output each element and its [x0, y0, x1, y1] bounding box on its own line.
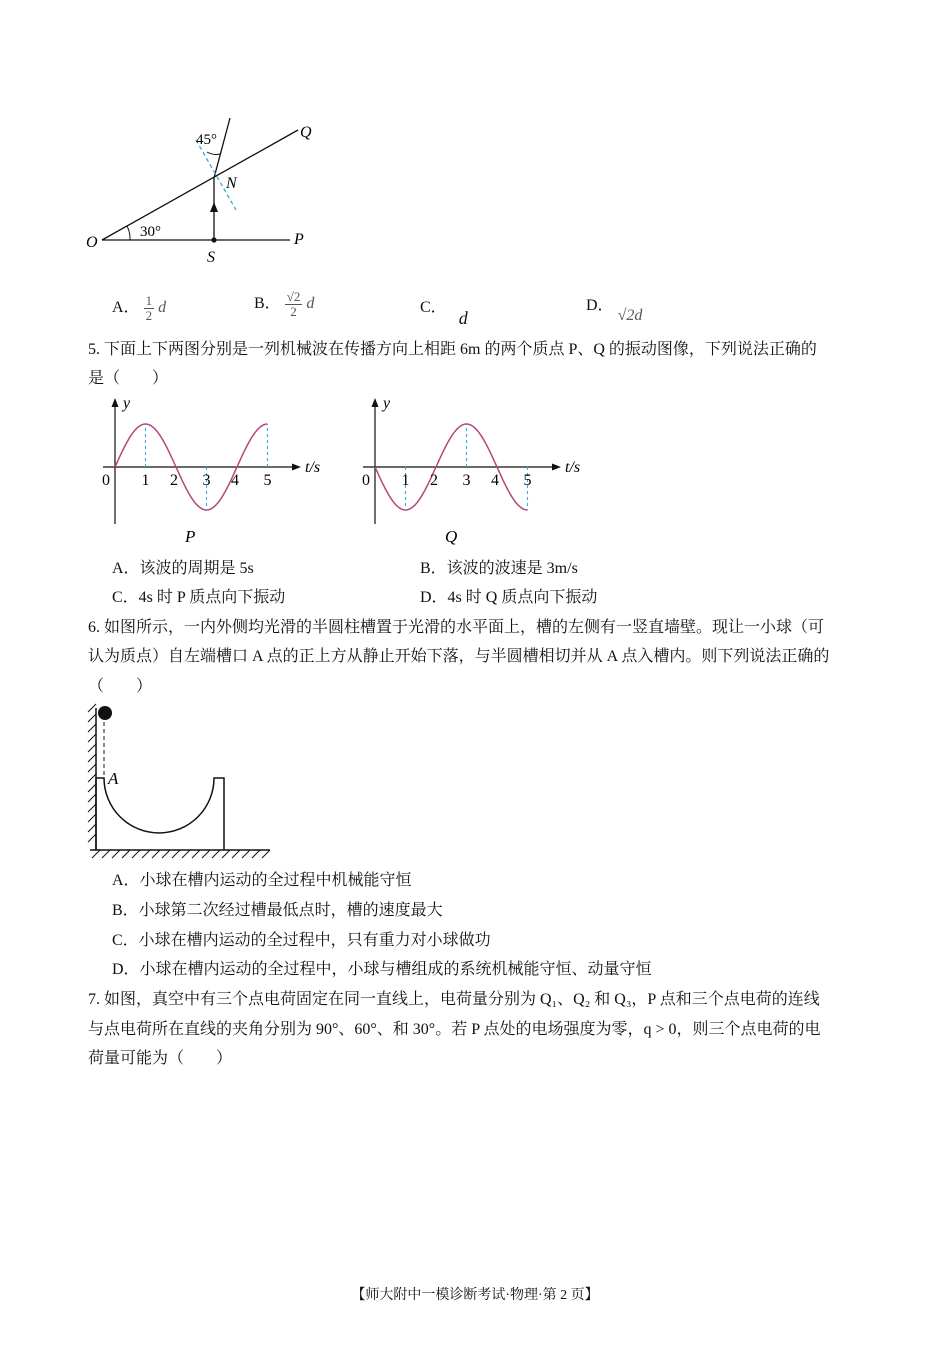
q6-option-c[interactable]: C．小球在槽内运动的全过程中，只有重力对小球做功 — [112, 932, 491, 949]
figure-q4-geometry — [80, 110, 340, 270]
q4-option-b[interactable]: B． $\frac{√2}{2}$ d — [254, 289, 315, 319]
fraction-root2-half: $\frac{√2}{2}$ — [286, 289, 301, 319]
angle-45-arc — [207, 152, 220, 154]
tick-label-2: 2 — [170, 472, 178, 489]
trough-body — [96, 778, 224, 850]
x-axis-arrow-icon — [292, 464, 301, 471]
x-axis-arrow-icon — [552, 464, 561, 471]
page-footer: 【师大附中一模诊断考试·物理·第 2 页】 — [351, 1288, 599, 1303]
label-45: 45° — [196, 132, 217, 148]
chart-q — [346, 392, 596, 552]
label-s: S — [207, 249, 215, 266]
q5-option-d[interactable]: D．4s 时 Q 质点向下振动 — [420, 589, 598, 606]
y-axis-arrow-icon — [112, 398, 119, 407]
tick-label-3: 3 — [462, 472, 471, 489]
label-o: O — [86, 234, 98, 251]
q6-stem-line1: 6. 如图所示，一内外侧均光滑的半圆柱槽置于光滑的水平面上，槽的左侧有一竖直墙壁。现让一小球（可 — [88, 619, 825, 636]
tick-label-0: 0 — [362, 472, 370, 489]
tick-label-1: 1 — [401, 472, 410, 489]
ball — [98, 706, 112, 720]
point-s — [211, 237, 216, 242]
y-axis-arrow-icon — [372, 398, 379, 407]
q7-stem-line2: 与点电荷所在直线的夹角分别为 90°、60°、和 30°。若 P 点处的电场强度为零，q > 0，则三个点电荷的电 — [88, 1021, 821, 1038]
label-a: A — [108, 769, 119, 788]
q4-option-d[interactable]: D． √2d — [586, 297, 643, 324]
q5-option-b[interactable]: B．该波的波速是 3m/s — [420, 560, 578, 577]
q6-stem-line2: 认为质点）自左端槽口 A 点的正上方从静止开始下落，与半圆槽相切并从 A 点入槽内。则下列说法正确的 — [88, 648, 830, 665]
angle-30-arc — [127, 226, 130, 240]
q4-option-a[interactable]: A． $\frac{1}{2}$ d — [112, 293, 167, 323]
tick-label-2: 2 — [430, 472, 438, 489]
x-axis-label: t/s — [565, 459, 581, 476]
label-n: N — [226, 175, 237, 192]
q6-option-a[interactable]: A．小球在槽内运动的全过程中机械能守恒 — [112, 872, 412, 889]
tick-label-1: 1 — [141, 472, 150, 489]
q5-option-c[interactable]: C．4s 时 P 质点向下振动 — [112, 589, 286, 606]
tick-label-4: 4 — [491, 472, 499, 489]
q5-stem-line1: 5. 下面上下两图分别是一列机械波在传播方向上相距 6m 的两个质点 P、Q 的振动图像，下列说法正确的 — [88, 341, 817, 358]
chart-title: P — [185, 527, 196, 546]
tick-label-4: 4 — [231, 472, 239, 489]
y-axis-label: y — [383, 395, 391, 412]
chart-title: Q — [445, 527, 458, 546]
q6-option-b[interactable]: B．小球第二次经过槽最低点时，槽的速度最大 — [112, 902, 443, 919]
floor-hatch — [92, 850, 270, 858]
tick-label-5: 5 — [523, 472, 532, 489]
y-axis-label: y — [123, 395, 131, 412]
label-q: Q — [300, 124, 312, 141]
tick-label-5: 5 — [263, 472, 272, 489]
tick-label-0: 0 — [102, 472, 110, 489]
q4-option-c[interactable]: C． d — [420, 299, 468, 328]
arrow-up-icon — [210, 202, 218, 212]
q6-option-d[interactable]: D．小球在槽内运动的全过程中，小球与槽组成的系统机械能守恒、动量守恒 — [112, 961, 652, 978]
q5-stem-line2: 是（ ） — [88, 370, 169, 387]
label-p: P — [294, 231, 304, 248]
q5-option-a[interactable]: A．该波的周期是 5s — [112, 560, 254, 577]
chart-p — [86, 392, 336, 552]
fraction-one-half: $\frac{1}{2}$ — [145, 293, 153, 323]
wall-hatch — [88, 704, 96, 842]
x-axis-label: t/s — [305, 459, 321, 476]
q6-stem-line3: （ ） — [88, 678, 153, 695]
tick-label-3: 3 — [202, 472, 211, 489]
label-30: 30° — [140, 224, 161, 240]
q7-stem-line3: 荷量可能为（ ） — [88, 1050, 233, 1067]
q7-stem-line1: 7. 如图，真空中有三个点电荷固定在同一直线上，电荷量分别为 Q₁、Q₂ 和 Q₃，P 点和三个点电荷的连线 — [88, 991, 820, 1008]
figure-q6-trough — [80, 700, 280, 865]
